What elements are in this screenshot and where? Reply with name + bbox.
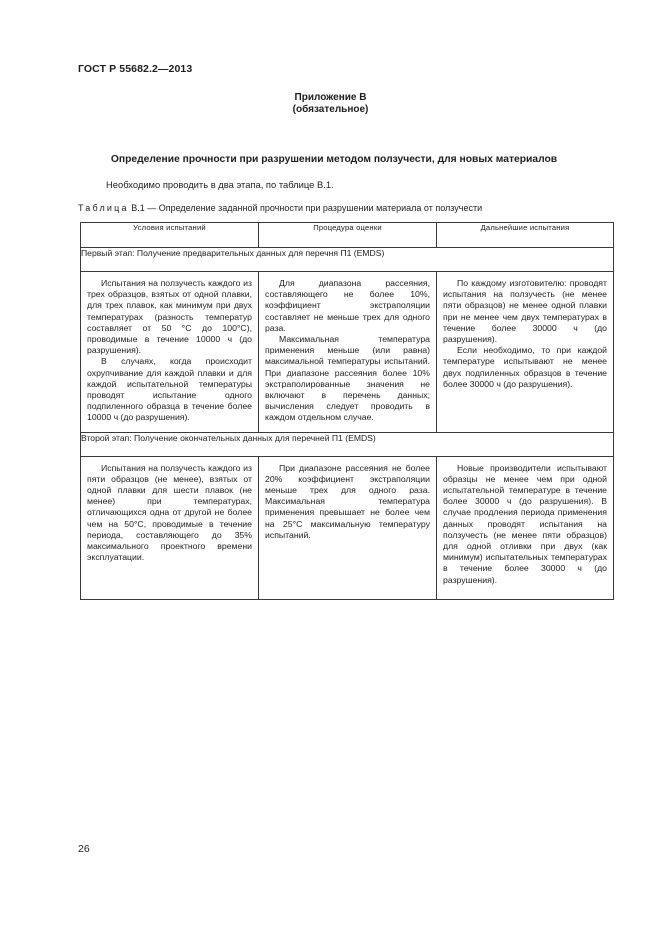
cell-paragraph: При диапазоне рассеяния не более 20% коэффициент экстраполяции меньше трех для одного раза. Максимальная температура применения превышает не более чем на 25°С максимальную температуру испытаний. [265,462,430,540]
column-header-procedure: Процедура оценки [259,223,437,248]
table-cell-conditions [81,272,259,433]
section-title: Определение прочности при разрушении методом ползучести, для новых материалов [110,154,558,165]
cell-paragraph: Новые производители испытывают образцы не менее чем при одной испытательной температуре в течение более 30000 ч (до разрушения). В случае продления периода применения данных проводят испытания на ползучесть (не менее пяти образцов) для одной отливки при двух (как минимум) испытательных температурах в течение более 30000 ч (до разрушения). [443,462,607,585]
page-number: 26 [78,843,90,855]
column-header-conditions: Условия испытаний [81,223,259,248]
cell-paragraph: Испытания на ползучесть каждого из пяти образцов (не менее), взятых от одной плавки для шести плавок (не менее) при температурах, отличающихся одна от другой не более чем на 50°С, проводимые в течение периода, составляющего до 35% максимального проектного времени эксплуатации. [87,462,252,563]
table-caption-text: В.1 — Определение заданной прочности при разрушении материала от ползучести [128,203,483,213]
table-row [81,272,614,433]
table-header-row [81,223,614,248]
table-cell-further-tests [437,272,614,433]
cell-paragraph: В случаях, когда происходит охрупчивание для каждой плавки и для каждой испытательной температуры проводят испытание одного подпиленного образца в течение более 10000 ч (до разрушения). [87,356,252,423]
table-cell-procedure [259,456,437,599]
stage-title-2: Второй этап: Получение окончательных данных для перечней П1 (EMDS) [81,432,614,456]
table-cell-conditions [81,456,259,599]
table-caption-prefix: Таблица [78,203,129,213]
table-row [81,456,614,599]
creep-strength-table [80,222,614,600]
table-cell-further-tests [437,456,614,599]
cell-paragraph: Для диапазона рассеяния, составляющего не более 10%, коэффициент экстраполяции составляет не меньше трех для одного раза. [265,278,430,333]
appendix-heading [0,92,661,116]
cell-paragraph: Если необходимо, то при каждой температуре испытывают не менее двух подпиленных образцов в течение более 30000 ч (до разрушения). [443,345,607,389]
table-caption [78,203,482,213]
cell-paragraph: По каждому изготовителю: проводят испытания на ползучесть (не менее пяти образцов) не менее одной плавки при не менее чем двух температурах в течение более 30000 ч (до разрушения). [443,278,607,345]
stage-row-2 [81,432,614,456]
cell-paragraph: Испытания на ползучесть каждого из трех образцов, взятых от одной плавки, для трех плавок, как минимум при двух температурах (разность температур составляет от 50 °С до 100°С), проводимые в течение 10000 ч (до разрушения). [87,278,252,356]
cell-paragraph: Максимальная температура применения меньше (или равна) максимальной температуры испытаний. При диапазоне рассеяния более 10% экстраполированные значения не включают в перечень данных; вычисления следует проводить в каждом отдельном случае. [265,334,430,423]
appendix-title: Приложение В [294,92,367,103]
standard-designation: ГОСТ Р 55682.2—2013 [78,63,193,75]
column-header-further-tests: Дальнейшие испытания [437,223,614,248]
stage-row-1 [81,248,614,272]
intro-paragraph: Необходимо проводить в два этапа, по таблице В.1. [106,179,334,190]
stage-title-1: Первый этап: Получение предварительных данных для перечня П1 (EMDS) [81,248,614,272]
appendix-status: (обязательное) [292,104,369,115]
table-cell-procedure [259,272,437,433]
